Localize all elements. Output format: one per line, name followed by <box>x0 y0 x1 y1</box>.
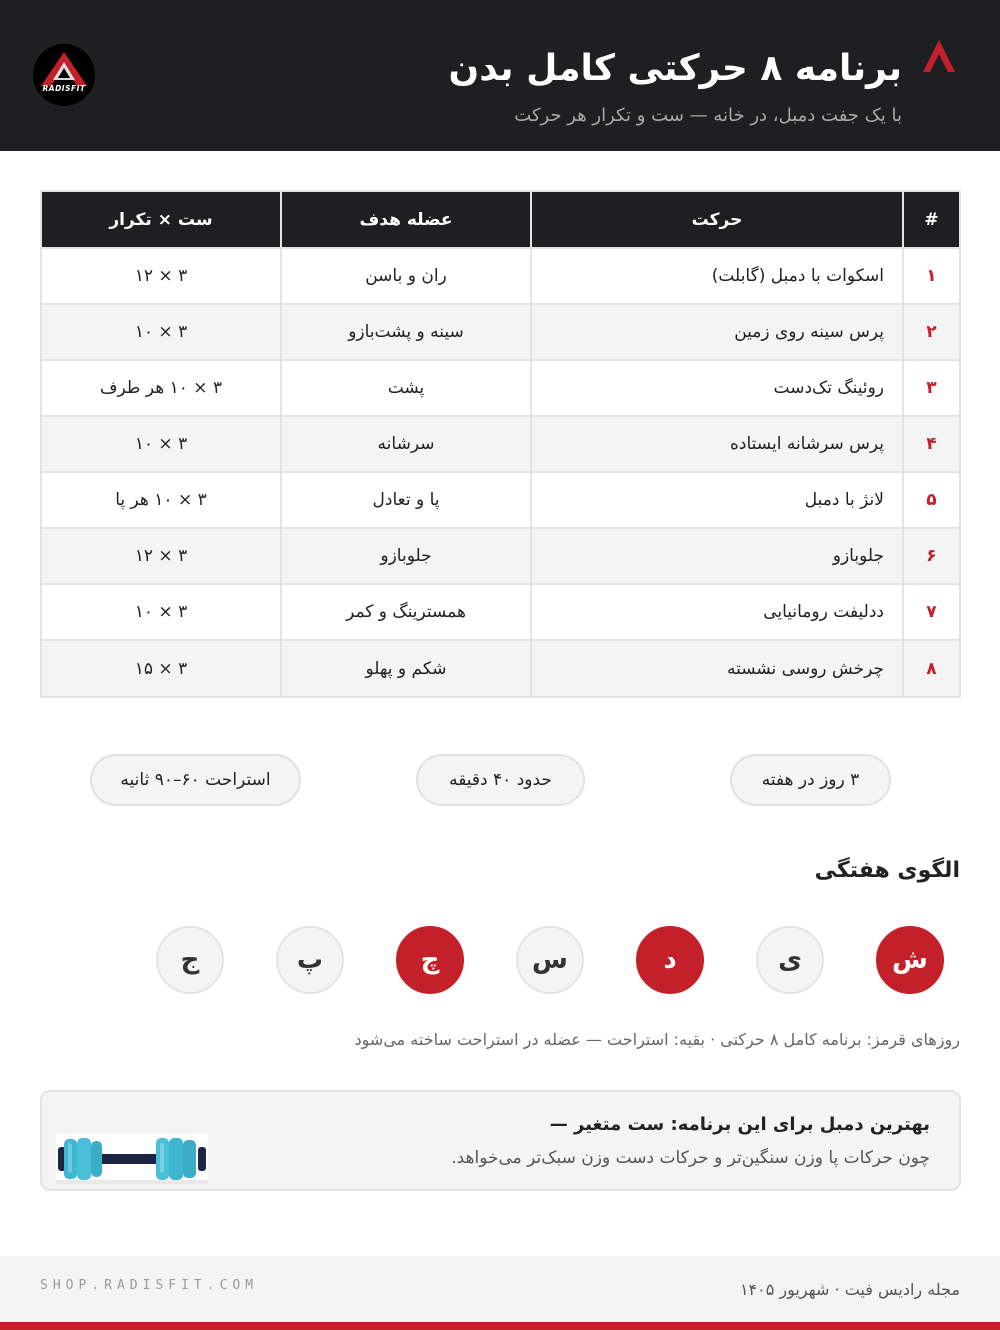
row-sets: ۳ × ۱۰ <box>42 416 281 472</box>
row-number: ۱ <box>903 248 959 304</box>
day-tuesday: س <box>516 926 584 994</box>
recommendation-title: بهترین دمبل برای این برنامه: ست متغیر — <box>549 1114 930 1135</box>
row-sets: ۳ × ۱۰ <box>42 304 281 360</box>
weekly-note: روزهای قرمز: برنامه کامل ۸ حرکتی · بقیه: استراحت — عضله در استراحت ساخته می‌شود <box>354 1030 960 1049</box>
footer <box>0 1256 1000 1324</box>
page-title: برنامه ۸ حرکتی کامل بدن <box>448 48 902 89</box>
frequency-pill: ۳ روز در هفته <box>730 754 891 806</box>
row-number: ۷ <box>903 584 959 640</box>
row-muscle: پشت <box>281 360 531 416</box>
column-header-muscle: عضله هدف <box>281 192 531 248</box>
row-number: ۴ <box>903 416 959 472</box>
row-number: ۵ <box>903 472 959 528</box>
row-number: ۲ <box>903 304 959 360</box>
weekly-pattern-title: الگوی هفتگی <box>814 858 960 883</box>
table-header-row <box>42 192 959 248</box>
row-move: اسکوات با دمبل (گابلت) <box>531 248 903 304</box>
row-move: چرخش روسی نشسته <box>531 640 903 696</box>
row-sets: ۳ × ۱۰ هر طرف <box>42 360 281 416</box>
recommendation-text: چون حرکات پا وزن سنگین‌تر و حرکات دست وزن سبک‌تر می‌خواهد. <box>451 1148 930 1168</box>
day-saturday: ش <box>876 926 944 994</box>
logo-text: RADISFIT <box>42 84 86 93</box>
row-number: ۳ <box>903 360 959 416</box>
table-row <box>42 416 959 472</box>
table-row <box>42 584 959 640</box>
row-move: لانژ با دمبل <box>531 472 903 528</box>
page-subtitle: با یک جفت دمبل، در خانه — ست و تکرار هر حرکت <box>514 105 902 126</box>
row-number: ۶ <box>903 528 959 584</box>
recommendation-box[interactable] <box>40 1090 961 1191</box>
row-muscle: پا و تعادل <box>281 472 531 528</box>
day-monday: د <box>636 926 704 994</box>
row-sets: ۳ × ۱۲ <box>42 248 281 304</box>
row-muscle: شکم و پهلو <box>281 640 531 696</box>
exercise-table <box>40 190 961 698</box>
table-row <box>42 528 959 584</box>
row-move: ددلیفت رومانیایی <box>531 584 903 640</box>
footer-info: مجله رادیس فیت · شهریور ۱۴۰۵ <box>739 1280 960 1299</box>
row-sets: ۳ × ۱۰ هر پا <box>42 472 281 528</box>
day-thursday: پ <box>276 926 344 994</box>
dumbbell-image <box>56 1134 208 1184</box>
day-friday: ج <box>156 926 224 994</box>
row-move: جلوبازو <box>531 528 903 584</box>
logo-triangle-icon <box>33 44 95 106</box>
table-row <box>42 248 959 304</box>
rest-pill: استراحت ۶۰–۹۰ ثانیه <box>90 754 301 806</box>
table-row <box>42 360 959 416</box>
column-header-move: حرکت <box>531 192 903 248</box>
row-sets: ۳ × ۱۵ <box>42 640 281 696</box>
brand-chevron-icon <box>922 38 956 74</box>
footer-accent-bar <box>0 1322 1000 1330</box>
column-header-number: # <box>903 192 959 248</box>
row-move: پرس سرشانه ایستاده <box>531 416 903 472</box>
row-sets: ۳ × ۱۰ <box>42 584 281 640</box>
row-muscle: سینه و پشت‌بازو <box>281 304 531 360</box>
row-sets: ۳ × ۱۲ <box>42 528 281 584</box>
row-muscle: همسترینگ و کمر <box>281 584 531 640</box>
row-muscle: سرشانه <box>281 416 531 472</box>
row-number: ۸ <box>903 640 959 696</box>
table-row <box>42 304 959 360</box>
row-muscle: جلوبازو <box>281 528 531 584</box>
row-move: پرس سینه روی زمین <box>531 304 903 360</box>
duration-pill: حدود ۴۰ دقیقه <box>416 754 585 806</box>
day-sunday: ی <box>756 926 824 994</box>
table-row <box>42 640 959 696</box>
column-header-sets: ست × تکرار <box>42 192 281 248</box>
day-wednesday: چ <box>396 926 464 994</box>
row-move: روئینگ تک‌دست <box>531 360 903 416</box>
footer-url-link[interactable]: SHOP.RADISFIT.COM <box>40 1278 259 1293</box>
header <box>0 0 1000 151</box>
radisfit-logo[interactable] <box>33 44 95 106</box>
table-row <box>42 472 959 528</box>
row-muscle: ران و باسن <box>281 248 531 304</box>
